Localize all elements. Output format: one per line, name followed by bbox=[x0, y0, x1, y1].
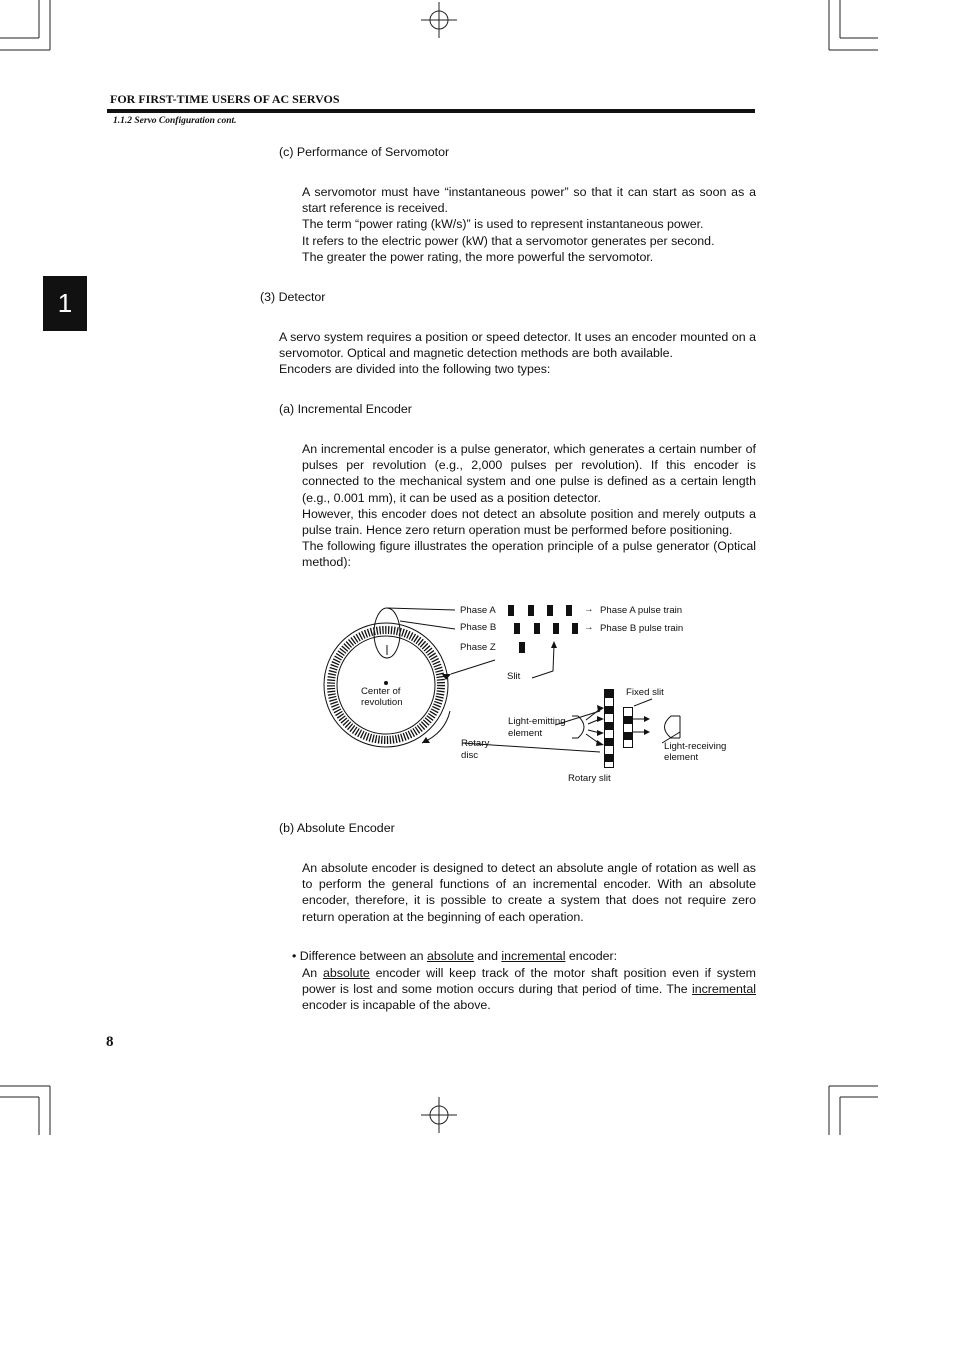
page-number: 8 bbox=[106, 1034, 114, 1050]
incremental-paragraph-3: The following figure illustrates the operation principle of a pulse generator (Optical method): bbox=[302, 539, 756, 570]
expl-text-pre: An bbox=[302, 966, 323, 980]
detector-paragraph: A servo system requires a position or speed detector. It uses an encoder mounted on a servomotor. Optical and magnetic detection methods are both available. bbox=[279, 330, 756, 361]
heading-detector: (3) Detector bbox=[260, 290, 326, 304]
performance-line: The term “power rating (kW/s)” is used to represent instantaneous power. bbox=[302, 217, 704, 232]
bullet-text-post: encoder: bbox=[565, 949, 618, 963]
label-rotary-disc-2: disc bbox=[461, 750, 479, 761]
label-emitting-2: element bbox=[508, 728, 543, 739]
heading-incremental-encoder: (a) Incremental Encoder bbox=[279, 402, 412, 416]
detector-paragraph-2: Encoders are divided into the following two types: bbox=[279, 362, 551, 377]
incremental-body bbox=[302, 441, 756, 571]
label-receiving-1: Light-receiving bbox=[664, 741, 727, 752]
label-fixed-slit: Fixed slit bbox=[626, 687, 664, 698]
label-phase-a: Phase A bbox=[460, 605, 496, 616]
heading-performance: (c) Performance of Servomotor bbox=[279, 145, 450, 159]
performance-line: The greater the power rating, the more powerful the servomotor. bbox=[302, 249, 654, 264]
difference-bullet bbox=[292, 948, 617, 964]
label-phase-b-train: Phase B pulse train bbox=[600, 623, 684, 634]
running-title: FOR FIRST-TIME USERS OF AC SERVOS bbox=[110, 92, 340, 106]
bullet-word-incremental: incremental bbox=[501, 949, 566, 963]
label-emitting-1: Light-emitting bbox=[508, 716, 566, 727]
bullet-word-absolute: absolute bbox=[426, 949, 474, 963]
expl-text-mid: encoder will keep track of the motor shaft position even if system power is lost and some motion occurs during that period of time. The bbox=[302, 966, 756, 997]
performance-line: It refers to the electric power (kW) that a servomotor generates per second. bbox=[302, 233, 715, 248]
incremental-paragraph-2: However, this encoder does not detect an absolute position and merely outputs a pulse train. Hence zero return operation must be performed before positioning. bbox=[302, 506, 756, 538]
label-center-2: revolution bbox=[361, 697, 403, 708]
performance-body bbox=[302, 184, 756, 265]
heading-absolute-encoder: (b) Absolute Encoder bbox=[279, 821, 395, 835]
incremental-paragraph-1: An incremental encoder is a pulse generator, which generates a certain number of pulses per revolution (e.g., 2,000 pulses per revolution). If this encoder is connected to the mechanical system and one pulse is defined as a certain length (e.g., 0.001 mm), it can be used as a position detector. bbox=[302, 442, 756, 505]
chapter-tab: 1 bbox=[43, 276, 87, 331]
expl-word-incremental: incremental bbox=[691, 982, 756, 997]
expl-text-post: encoder is incapable of the above. bbox=[302, 998, 491, 1013]
absolute-paragraph: An absolute encoder is designed to detect an absolute angle of rotation as well as to perform the general functions of an incremental encoder. With an absolute encoder, therefore, it is possible to create a system that does not require zero return operation at the beginning of each operation. bbox=[302, 861, 756, 924]
label-slit: Slit bbox=[507, 671, 521, 682]
arrow-phase-b: → bbox=[584, 622, 594, 633]
label-phase-z: Phase Z bbox=[460, 642, 496, 653]
label-phase-b: Phase B bbox=[460, 622, 497, 633]
header-rule bbox=[107, 109, 755, 113]
absolute-body bbox=[302, 860, 756, 925]
label-phase-a-train: Phase A pulse train bbox=[600, 605, 683, 616]
encoder-figure bbox=[300, 595, 760, 795]
label-rotary-disc-1: Rotary bbox=[461, 738, 490, 749]
expl-word-absolute: absolute bbox=[322, 966, 370, 980]
label-receiving-2: element bbox=[664, 752, 699, 763]
section-reference: 1.1.2 Servo Configuration cont. bbox=[113, 116, 237, 126]
center-dot bbox=[384, 681, 388, 685]
difference-explanation bbox=[302, 965, 756, 1014]
detector-body bbox=[279, 329, 756, 378]
bullet-text-mid: and bbox=[473, 949, 502, 963]
label-rotary-slit: Rotary slit bbox=[568, 773, 611, 784]
arrow-phase-a: → bbox=[584, 604, 594, 615]
label-center-1: Center of bbox=[361, 686, 401, 697]
bullet-text-pre: • Difference between an bbox=[292, 949, 427, 963]
performance-line: A servomotor must have “instantaneous power” so that it can start as soon as a start reference is received. bbox=[302, 185, 756, 216]
